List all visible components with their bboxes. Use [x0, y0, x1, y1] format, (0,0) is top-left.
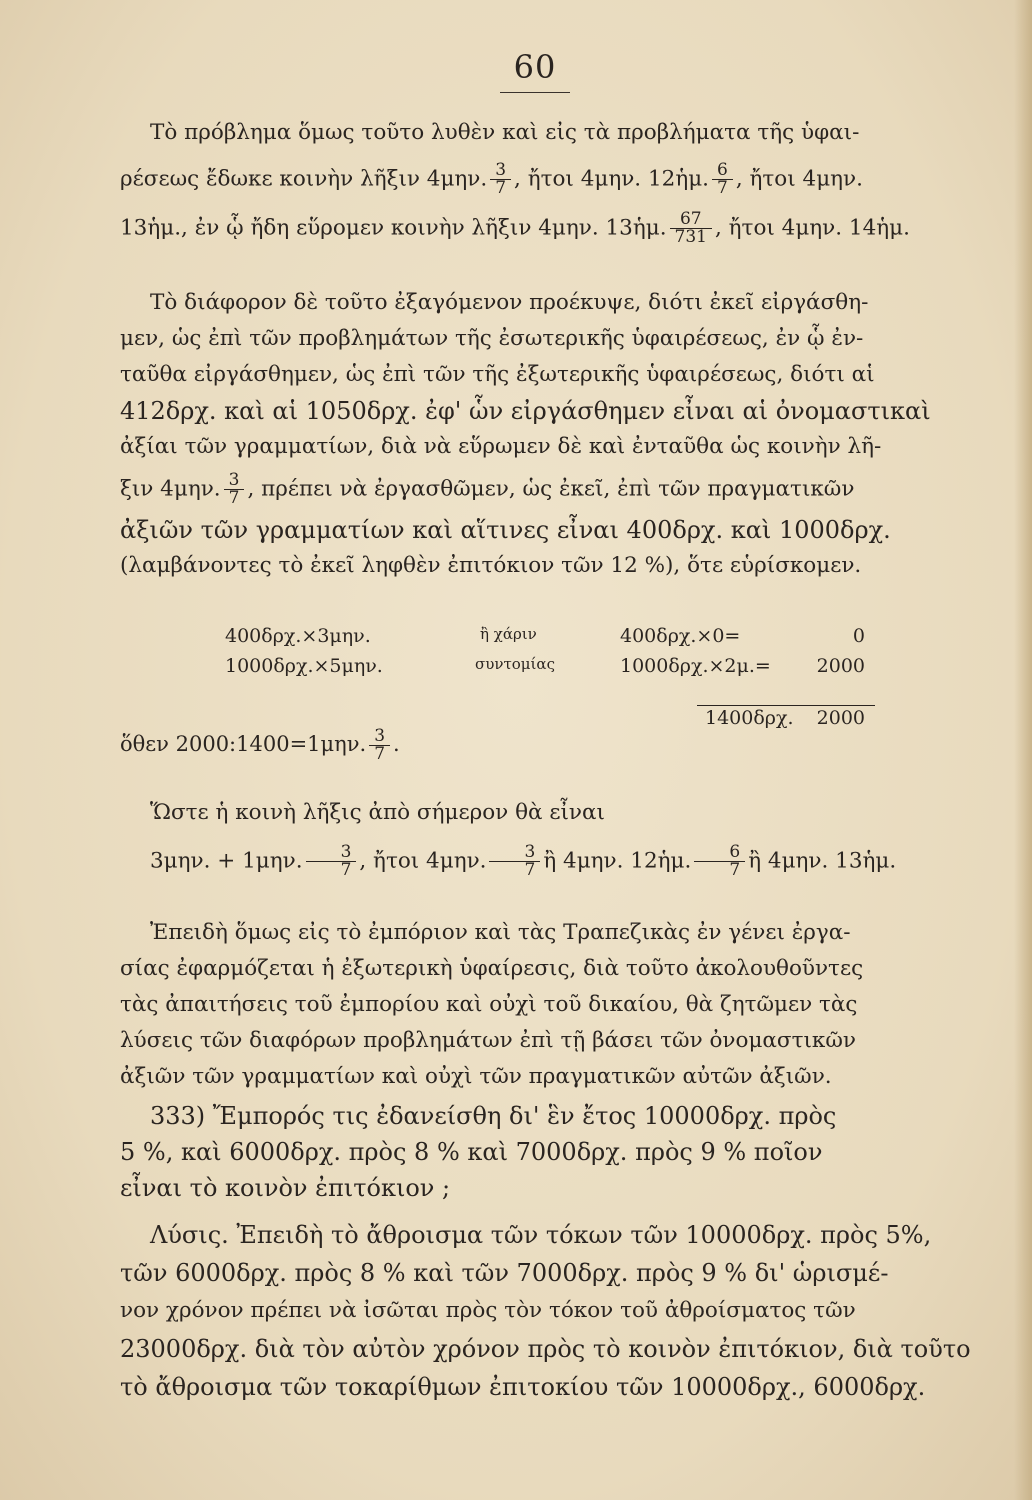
page-number-rule	[500, 92, 570, 93]
calc-right-expr: 400δρχ.×0=	[620, 625, 741, 647]
text-span: , ἤτοι 4μην.	[359, 848, 487, 874]
text-line: εἶναι τὸ κοινὸν ἐπιτόκιον ;	[120, 1174, 451, 1202]
text-line: τὰς ἀπαιτήσεις τοῦ ἐμπορίου καὶ οὐχὶ τοῦ δικαίου, θὰ ζητῶμεν τὰς	[120, 992, 858, 1017]
solution-paragraph	[120, 1220, 971, 1402]
text-line: ἀξιῶν τῶν γραμματίων καὶ αἵτινες εἶναι 400δρχ. καὶ 1000δρχ.	[120, 516, 891, 544]
text-span: ξιν 4μην.	[120, 476, 221, 502]
text-line: μεν, ὡς ἐπὶ τῶν προβλημάτων τῆς ἐσωτερικῆς ὑφαιρέσεως, ἐν ᾧ ἐν-	[120, 326, 864, 351]
text-line: 412δρχ. καὶ αἱ 1050δρχ. ἐφ' ὧν εἰργάσθημεν εἶναι αἱ ὀνομαστικαὶ	[120, 397, 931, 425]
text-line: Τὸ διάφορον δὲ τοῦτο ἐξαγόμενον προέκυψε, διότι ἐκεῖ εἰργάσθη-	[150, 290, 869, 315]
text-line: τὸ ἄθροισμα τῶν τοκαρίθμων ἐπιτοκίου τῶν 10000δρχ., 6000δρχ.	[120, 1373, 926, 1401]
paragraph-3	[120, 798, 960, 879]
text-span: ρέσεως ἔδωκε κοινὴν λῆξιν 4μην.	[120, 166, 488, 192]
calculation-block	[225, 625, 865, 737]
calc-left-cell: 1000δρχ.×5μην.	[225, 655, 383, 677]
fraction-3-7: $\frac{3}{7}$	[306, 844, 357, 879]
text-line: ἀξιῶν τῶν γραμματίων καὶ οὐχὶ τῶν πραγματικῶν αὐτῶν ἀξιῶν.	[120, 1064, 832, 1089]
fraction-3-7: $\frac{3}{7}$	[490, 162, 511, 197]
calc-row	[225, 625, 865, 655]
text-span: , ἤτοι 4μην. 14ἡμ.	[715, 215, 910, 241]
text-span: ἢ 4μην. 13ἡμ.	[748, 848, 897, 874]
sum-rule	[697, 705, 875, 706]
calc-result	[120, 728, 400, 763]
text-line: 333) Ἔμπορός τις ἐδανείσθη δι' ἓν ἔτος 10000δρχ. πρὸς	[150, 1102, 837, 1130]
fraction-3-7: $\frac{3}{7}$	[489, 844, 540, 879]
text-span: , ἤτοι 4μην. 12ἡμ.	[514, 166, 710, 192]
calc-left-cell: 400δρχ.×3μην.	[225, 625, 371, 647]
paragraph-4	[120, 918, 960, 1092]
text-span: , πρέπει νὰ ἐργασθῶμεν, ὡς ἐκεῖ, ἐπὶ τῶν πραγματικῶν	[247, 476, 855, 502]
text-line: σίας ἐφαρμόζεται ἡ ἐξωτερικὴ ὑφαίρεσις, διὰ τοῦτο ἀκολουθοῦντες	[120, 956, 864, 981]
text-span: 3μην. + 1μην.	[150, 848, 303, 874]
calc-right-expr: 1000δρχ.×2μ.=	[620, 655, 771, 677]
text-span: ἢ 4μην. 12ἡμ.	[543, 848, 692, 874]
paragraph-2	[120, 288, 960, 581]
fraction-3-7: $\frac{3}{7}$	[369, 728, 390, 763]
text-line: (λαμβάνοντες τὸ ἐκεῖ ληφθὲν ἐπιτόκιον τῶν 12 %), ὅτε εὑρίσκομεν.	[120, 553, 862, 578]
text-span: .	[393, 732, 400, 756]
text-line: Ὥστε ἡ κοινὴ λῆξις ἀπὸ σήμερον θὰ εἶναι	[150, 800, 605, 825]
problem-333	[120, 1100, 960, 1204]
calc-sum-label: 1400δρχ.	[705, 707, 794, 729]
text-line: Ἐπειδὴ ὅμως εἰς τὸ ἐμπόριον καὶ τὰς Τραπεζικὰς ἐν γένει ἐργα-	[150, 920, 851, 945]
fraction-67-731: $\frac{67}{731}$	[670, 211, 712, 246]
calc-sum-value: 2000	[816, 707, 865, 729]
paragraph-1	[120, 118, 960, 246]
text-line: ταῦθα εἰργάσθημεν, ὡς ἐπὶ τῶν τῆς ἐξωτερικῆς ὑφαιρέσεως, διότι αἱ	[120, 362, 875, 387]
page-edge-wear	[1014, 0, 1032, 1500]
text-line: Λύσις. Ἐπειδὴ τὸ ἄθροισμα τῶν τόκων τῶν 10000δρχ. πρὸς 5%,	[150, 1221, 932, 1249]
text-line	[120, 472, 960, 507]
fraction-3-7: $\frac{3}{7}$	[224, 472, 245, 507]
text-line	[120, 211, 960, 246]
text-span: ὅθεν 2000:1400=1μην.	[120, 732, 367, 756]
calc-right-value: 0	[852, 625, 865, 647]
text-line: λύσεις τῶν διαφόρων προβλημάτων ἐπὶ τῇ βάσει τῶν ὀνομαστικῶν	[120, 1028, 856, 1053]
page-number: 60	[513, 48, 557, 86]
calc-mid-cell: ἢ χάριν	[480, 625, 537, 643]
fraction-6-7: $\frac{6}{7}$	[694, 844, 745, 879]
calc-mid-cell: συντομίας	[475, 655, 555, 673]
text-line: Τὸ πρόβλημα ὅμως τοῦτο λυθὲν καὶ εἰς τὰ προβλήματα τῆς ὑφαι-	[150, 120, 860, 145]
text-line	[120, 844, 960, 879]
text-line	[120, 162, 960, 197]
text-line: 5 %, καὶ 6000δρχ. πρὸς 8 % καὶ 7000δρχ. πρὸς 9 % ποῖον	[120, 1138, 823, 1166]
text-line: νον χρόνον πρέπει νὰ ἰσῶται πρὸς τὸν τόκον τοῦ ἀθροίσματος τῶν	[120, 1298, 856, 1323]
text-span: 13ἡμ., ἐν ᾧ ἤδη εὕρομεν κοινὴν λῆξιν 4μην. 13ἡμ.	[120, 215, 667, 241]
fraction-6-7: $\frac{6}{7}$	[712, 162, 733, 197]
text-span: , ἤτοι 4μην.	[735, 166, 863, 192]
calc-row	[225, 655, 865, 685]
text-line: τῶν 6000δρχ. πρὸς 8 % καὶ τῶν 7000δρχ. πρὸς 9 % δι' ὡρισμέ-	[120, 1259, 889, 1287]
calc-right-value: 2000	[816, 655, 865, 677]
text-line: 23000δρχ. διὰ τὸν αὐτὸν χρόνον πρὸς τὸ κοινὸν ἐπιτόκιον, διὰ τοῦτο	[120, 1335, 971, 1363]
text-line: ἀξίαι τῶν γραμματίων, διὰ νὰ εὕρωμεν δὲ καὶ ἐνταῦθα ὡς κοινὴν λῆ-	[120, 434, 882, 459]
